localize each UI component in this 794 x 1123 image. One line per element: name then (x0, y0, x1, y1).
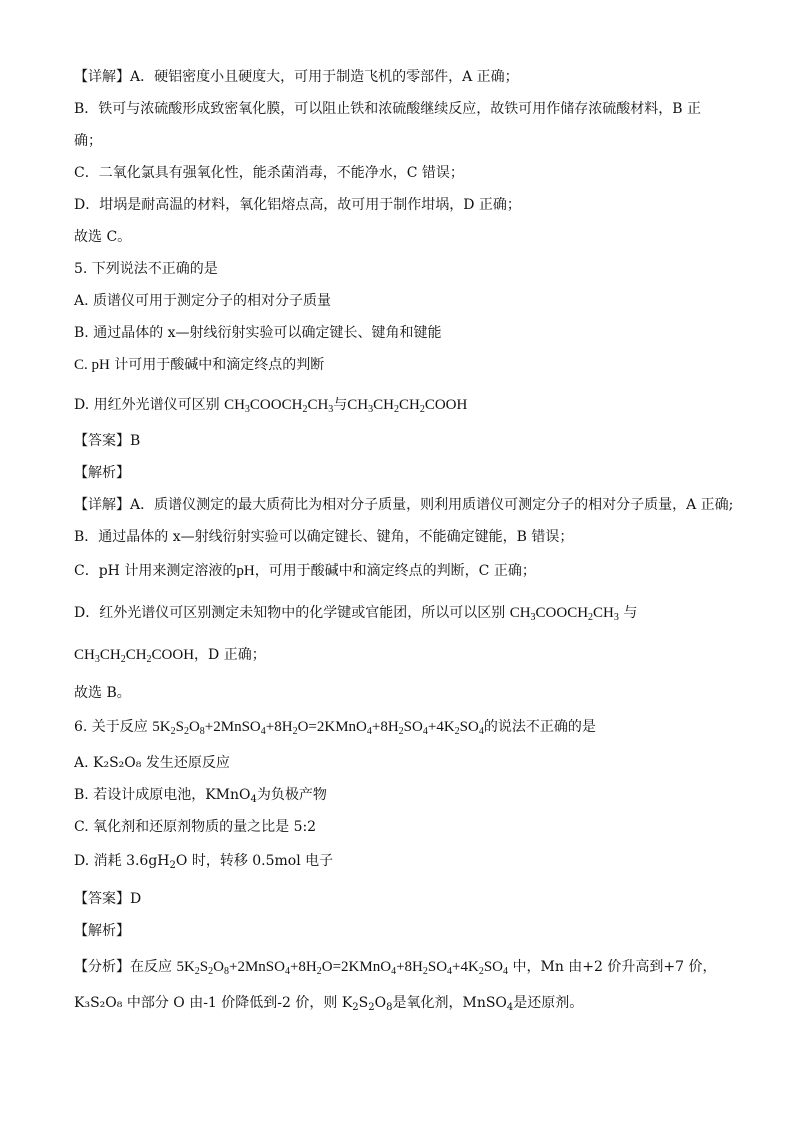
q4-b-line1: B．铁可与浓硫酸形成致密氧化膜，可以阻止铁和浓硫酸继续反应，故铁可用作储存浓硫酸材料，B 正 (74, 101, 702, 117)
formula-ch3ch2ch2cooh: $CH_3CH_2CH_2COOH$ (347, 397, 468, 415)
q5-detail-d-line2: $CH_3CH_2CH_2COOH$，D 正确； (74, 647, 266, 665)
q4-d: D．坩埚是耐高温的材料，氧化铝熔点高，故可用于制作坩埚，D 正确； (74, 197, 521, 213)
q5-stem: 5. 下列说法不正确的是 (74, 261, 218, 277)
q5-detail-c: C．pH 计用来测定溶液的pH，可用于酸碱中和滴定终点的判断，C 正确； (74, 563, 536, 579)
q5-option-b: B. 通过晶体的 x—射线衍射实验可以确定键长、键角和键能 (74, 325, 442, 341)
q5-detail-d-line1: D．红外光谱仪可区别测定未知物中的化学键或官能团，所以可以区别 $CH_3COOCH_2CH_3$ 与 (74, 605, 638, 623)
q4-c: C．二氧化氯具有强氧化性，能杀菌消毒，不能净水，C 错误； (74, 165, 464, 181)
q4-detail-a: 【详解】A．硬铝密度小且硬度大，可用于制造飞机的零部件，A 正确； (74, 69, 519, 85)
q4-conclusion: 故选 C。 (74, 229, 132, 245)
q5-option-a: A. 质谱仪可用于测定分子的相对分子质量 (74, 293, 332, 309)
q5-answer: 【答案】B (74, 433, 141, 449)
q5-option-d: D. 用红外光谱仪可区别 $CH_3COOCH_2CH_3$与$CH_3CH_2CH_2COOH$ (74, 397, 468, 415)
q5-conclusion: 故选 B。 (74, 685, 131, 701)
formula-ch3cooch2ch3: $CH_3COOCH_2CH_3$ (224, 397, 334, 415)
q6-option-d: D. 消耗 $3.6gH_2O$ 时，转移 0.5mol 电子 (74, 853, 334, 871)
q5-detail-b: B．通过晶体的 x—射线衍射实验可以确定键长、键角，不能确定键能，B 错误； (74, 529, 574, 545)
q6-analysis-label: 【解析】 (74, 923, 130, 939)
q6-option-b: B. 若设计成原电池，KMnO$_4$为负极产物 (74, 787, 327, 805)
q6-option-c: C. 氧化剂和还原剂物质的量之比是 5:2 (74, 819, 317, 835)
q6-stem: 6. 关于反应 $5K_2S_2O_8+2MnSO_4+8H_2O=2KMnO_4+8H_2SO_4+4K_2SO_4$的说法不正确的是 (74, 719, 596, 737)
q6-fenxi-line2: K₃S₂O₈ 中部分 O 由-1 价降低到-2 价，则 $K_2S_2O_8$是氧化剂，MnSO$_4$是还原剂。 (74, 995, 584, 1013)
q5-option-c: C. pH 计可用于酸碱中和滴定终点的判断 (74, 357, 325, 373)
q6-fenxi-line1: 【分析】在反应 $5K_2S_2O_8+2MnSO_4+8H_2O=2KMnO_4+8H_2SO_4+4K_2SO_4$ 中，Mn 由+2 价升高到+7 价， (74, 959, 717, 977)
q6-option-a: A. K₂S₂O₈ 发生还原反应 (74, 755, 230, 771)
reaction-equation: $5K_2S_2O_8+2MnSO_4+8H_2O=2KMnO_4+8H_2SO_4+4K_2SO_4$ (152, 719, 484, 737)
q5-detail-a: 【详解】A．质谱仪测定的最大质荷比为相对分子质量，则利用质谱仪可测定分子的相对分子质量，A 正确; (74, 497, 734, 513)
q4-b-line2: 确； (74, 133, 102, 149)
q6-answer: 【答案】D (74, 891, 142, 907)
q5-analysis-label: 【解析】 (74, 465, 130, 481)
